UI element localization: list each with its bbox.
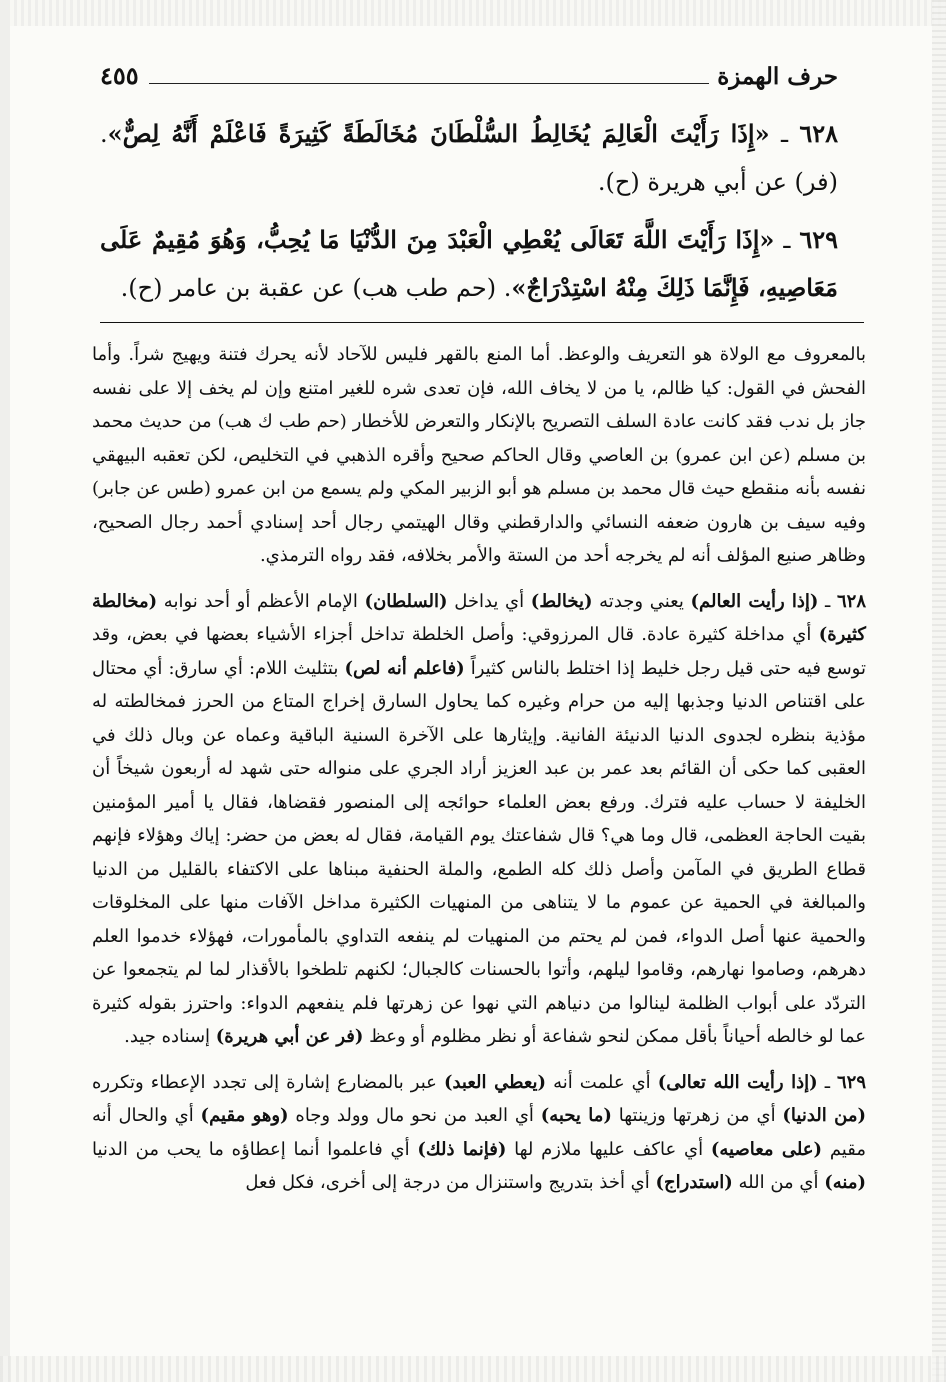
source-citation: (فر عن أبي هريرة) bbox=[215, 1026, 364, 1047]
hadith-citation: . (فر) عن أبي هريرة (ح). bbox=[100, 120, 838, 196]
quoted-phrase: (من الدنيا) bbox=[782, 1105, 866, 1126]
commentary-text: يعني وجدته bbox=[592, 590, 691, 612]
quoted-phrase: (فاعلم أنه لص) bbox=[344, 657, 465, 679]
commentary-text: أي من الله bbox=[732, 1172, 825, 1193]
header-rule bbox=[149, 83, 710, 84]
commentary-628: ٦٢٨ ـ (إذا رأيت العالم) يعني وجدته (يخالط) أي يداخل (السلطان) الإمام الأعظم أو أحد نوابه (مخالطة كثيرة) أي مداخلة كثيرة عادة. قال المرزوقي: وأصل الخلطة تداخل أجزاء الأشياء بعضها في بعض، وقد توسع فيه حتى قيل رجل خليط إذا اختلط بالناس كثيراً (فاعلم أنه لص) بتثليث اللام: أي سارق: أي محتال على اقتناص الدنيا وجذبها إليه من حرام وغيره كما يحاول السارق إخراج المتاع من الحرز فمخالطته له مؤذية بنظره لجدوى الدنيا الدنيئة الفانية. وإيثارها على الآخرة السنية الباقية وعماه عن وبال ذلك في العقبى كما حكى أن القائم بعد عمر بن عبد العزيز أراد الجري على منواله حتى شهد له أربعون شيخاً أن الخليفة لا حساب عليه فترك. ورفع بعض العلماء حوائجه إلى المنصور فقضاها، فقال يا أمير المؤمنين بقيت الحاجة العظمى، قال وما هي؟ قال شفاعتك يوم القيامة، فقال له بعض من حضر: إياك وهؤلاء فإنهم قطاع الطريق في المآمن وأصل ذلك كله الطمع، والملة الحنفية مبناها على الاكتفاء بالقليل من الدنيا والمبالغة في الحمية عن عموم ما لا يتناهى من المنهيات الكثيرة مداخل الآفات منها على المخلوقات والحمية عنها أصل الدواء، فمن لم يحتم من المنهيات لم ينفعه التداوي بالمأمورات، فهؤلاء خدموا العلم دهرهم، وصاموا نهارهم، وقاموا ليلهم، وأتوا بالحسنات كالجبال؛ لكنهم تلطخوا بالأقذار لما لم يتجمعوا عن التردّد على أبواب الظلمة لينالوا من دنياهم التي نهوا عن زهرتها فلم ينفعهم الدواء: واحترز بقوله كثيرة عما لو خالطه أحياناً بأقل ممكن لنحو شفاعة أو نظر مظلوم أو وعظ (فر عن أبي هريرة) إسناده جيد. bbox=[92, 590, 867, 1047]
commentary-text: إسناده جيد. bbox=[124, 1026, 216, 1047]
commentary-number: ٦٢٩ bbox=[837, 1071, 867, 1093]
hadith-number: ٦٢٩ bbox=[799, 225, 838, 254]
quoted-phrase: (على معاصيه) bbox=[710, 1138, 823, 1160]
quoted-phrase: (يخالط) bbox=[530, 590, 593, 612]
page-number: ٤٥٥ bbox=[100, 61, 139, 90]
scan-border-left bbox=[0, 0, 10, 1382]
commentary-text: أي عاكف عليها ملازم لها bbox=[506, 1138, 711, 1160]
dash: ـ bbox=[774, 226, 791, 254]
quoted-phrase: (استدراج) bbox=[655, 1172, 733, 1193]
commentary-text: بتثليث اللام: أي سارق: أي محتال على اقتناص الدنيا وجذبها إليه من حرام وغيره كما يحاول السارق إخراج المتاع من الحرز فمخالطته له مؤذية بنظره لجدوى الدنيا الدنيئة الفانية. وإيثارها على الآخرة السنية الباقية وعماه عن وبال ذلك في العقبى كما حكى أن القائم بعد عمر بن عبد العزيز أراد الجري على منواله حتى شهد له أربعون شيخاً أن الخليفة لا حساب عليه فترك. ورفع بعض العلماء حوائجه إلى المنصور فقضاها، فقال يا أمير المؤمنين بقيت الحاجة العظمى، قال وما هي؟ قال شفاعتك يوم القيامة، فقال له بعض من حضر: إياك وهؤلاء فإنهم قطاع الطريق في المآمن وأصل ذلك كله الطمع، والملة الحنفية مبناها على الاكتفاء بالقليل من الدنيا والمبالغة في الحمية عن عموم ما لا يتناهى من المنهيات الكثيرة مداخل الآفات منها على المخلوقات والحمية عنها أصل الدواء، فمن لم يحتم من المنهيات لم ينفعه التداوي بالمأمورات، فهؤلاء خدموا العلم دهرهم، وصاموا نهارهم، وقاموا ليلهم، وأتوا بالحسنات كالجبال؛ لكنهم تلطخوا بالأقذار لما لم يتجمعوا عن التردّد على أبواب الظلمة لينالوا من دنياهم التي نهوا عن زهرتها فلم ينفعهم الدواء: واحترز بقوله كثيرة عما لو خالطه أحياناً بأقل ممكن لنحو شفاعة أو نظر مظلوم أو وعظ bbox=[92, 657, 867, 1047]
quoted-phrase: (إذا رأيت الله تعالى) bbox=[657, 1071, 818, 1093]
commentary-text: أي العبد من نحو مال وولد وجاه bbox=[288, 1105, 541, 1126]
commentary-text: أي من زهرتها وزينتها bbox=[611, 1105, 783, 1126]
running-title: حرف الهمزة bbox=[717, 63, 838, 90]
commentary-text: عبر بالمضارع إشارة إلى تجدد الإعطاء وتكرره bbox=[92, 1071, 444, 1093]
hadith-citation: . (حم طب هب) عن عقبة بن عامر (ح). bbox=[120, 274, 512, 302]
commentary-text: أي علمت أنه bbox=[546, 1071, 658, 1093]
quoted-phrase: (ما يحبه) bbox=[540, 1105, 612, 1126]
quoted-phrase: (وهو مقيم) bbox=[200, 1105, 289, 1126]
commentary-text: أي والحال أنه مقيم bbox=[92, 1105, 866, 1160]
commentary-text: أي مداخلة كثيرة عادة. قال المرزوقي: وأصل الخلطة تداخل أجزاء الأشياء بعضها في بعض، وقد توسع فيه حتى قيل رجل خليط إذا اختلط بالناس كثيراً bbox=[92, 624, 866, 679]
commentary-629: ٦٢٩ ـ (إذا رأيت الله تعالى) أي علمت أنه (يعطي العبد) عبر بالمضارع إشارة إلى تجدد الإعطاء وتكرره (من الدنيا) أي من زهرتها وزينتها (ما يحبه) أي العبد من نحو مال وولد وجاه (وهو مقيم) أي والحال أنه مقيم (على معاصيه) أي عاكف عليها ملازم لها (فإنما ذلك) أي فاعلموا أنما إعطاؤه ما يحب من الدنيا (منه) أي من الله (استدراج) أي أخذ بتدريج واستنزال من درجة إلى أخرى، فكل فعل bbox=[92, 1071, 867, 1193]
commentary-text: أي فاعلموا أنما إعطاؤه ما يحب من الدنيا bbox=[92, 1138, 418, 1160]
commentary-text: أي أخذ بتدريج واستنزال من درجة إلى أخرى، فكل فعل bbox=[245, 1172, 656, 1193]
quoted-phrase: (السلطان) bbox=[364, 590, 448, 612]
hadith-text: «إِذَا رَأَيْتَ اللَّهَ تَعَالَى يُعْطِي الْعَبْدَ مِنَ الدُّنْيَا مَا يُحِبُّ، وَهُوَ مُقِيمٌ عَلَى مَعَاصِيهِ، فَإِنَّمَا ذَلِكَ مِنْهُ اسْتِدْرَاجٌ» bbox=[100, 225, 838, 302]
commentary-text: الإمام الأعظم أو أحد نوابه bbox=[157, 590, 365, 612]
quoted-phrase: (فإنما ذلك) bbox=[417, 1138, 507, 1160]
commentary-separator bbox=[100, 322, 864, 323]
hadith-text: «إِذَا رَأَيْتَ الْعَالِمَ يُخَالِطُ السُّلْطَانَ مُخَالَطَةً كَثِيرَةً فَاعْلَمْ أَنَّهُ لِصٌّ» bbox=[107, 119, 770, 148]
quoted-phrase: (مخالطة كثيرة) bbox=[92, 590, 866, 645]
commentary bbox=[92, 338, 866, 1200]
quoted-phrase: (إذا رأيت العالم) bbox=[690, 590, 819, 612]
scan-border-bottom bbox=[0, 1356, 946, 1382]
hadith-number: ٦٢٨ bbox=[799, 119, 838, 148]
scan-border-top bbox=[0, 0, 946, 26]
commentary-number: ٦٢٨ bbox=[836, 590, 866, 612]
quoted-phrase: (يعطي العبد) bbox=[443, 1071, 547, 1093]
page-header bbox=[100, 56, 838, 90]
hadith-628 bbox=[100, 110, 838, 206]
quoted-phrase: (منه) bbox=[824, 1172, 866, 1193]
commentary-continuation: بالمعروف مع الولاة هو التعريف والوعظ. أما المنع بالقهر فليس للآحاد لأنه يحرك فتنة ويهيج شراً. وأما الفحش في القول: كيا ظالم، يا من لا يخاف الله، فإن تعدى شره للغير امتنع وإن لم يخف إلا على نفسه جاز بل ندب فقد كانت عادة السلف التصريح بالإنكار والتعرض للأخطار (حم طب ك هب) من حديث محمد بن مسلم (عن ابن عمرو) بن العاصي وقال الحاكم صحيح وأقره الذهبي في التخليص، لكن تعقبه البيهقي نفسه بأنه منقطع حيث قال محمد بن مسلم هو أبو الزبير المكي ولم يسمع من ابن عمرو (طس عن جابر) وفيه سيف بن هارون ضعفه النسائي والدارقطني وقال الهيتمي رجال أحد إسنادي أحمد رجال الصحيح، وظاهر صنيع المؤلف أنه لم يخرجه أحد من الستة والأمر بخلافه، فقد رواه الترمذي. bbox=[92, 344, 867, 566]
hadith-texts bbox=[100, 110, 838, 322]
hadith-629 bbox=[100, 216, 838, 312]
dash: ـ bbox=[769, 120, 788, 148]
scan-border-right bbox=[932, 0, 946, 1382]
commentary-text: أي يداخل bbox=[447, 590, 531, 612]
